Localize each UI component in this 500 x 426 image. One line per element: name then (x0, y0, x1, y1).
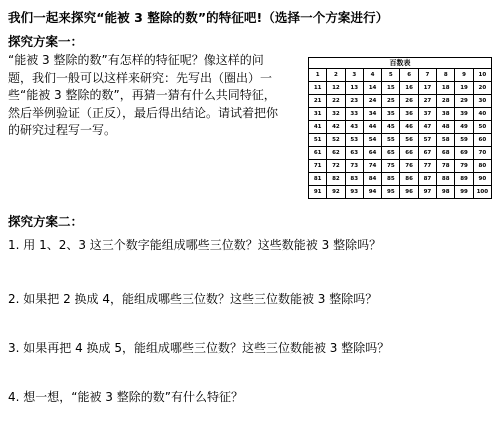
hundred-chart-cell: 68 (437, 147, 455, 160)
hundred-chart-cell: 97 (418, 186, 436, 199)
hundred-chart-cell: 82 (327, 173, 345, 186)
hundred-chart-cell: 1 (309, 69, 327, 82)
hundred-chart-cell: 46 (400, 121, 418, 134)
hundred-chart-cell: 49 (455, 121, 473, 134)
hundred-chart-cell: 73 (345, 160, 363, 173)
hundred-chart-cell: 13 (345, 82, 363, 95)
hundred-chart-cell: 94 (363, 186, 381, 199)
hundred-chart-cell: 34 (363, 108, 381, 121)
hundred-chart-cell: 57 (418, 134, 436, 147)
hundred-chart-row (309, 121, 492, 134)
hundred-chart-cell: 16 (400, 82, 418, 95)
plan2-heading: 探究方案二： (8, 214, 84, 229)
hundred-chart-cell: 19 (455, 82, 473, 95)
hundred-chart-cell: 69 (455, 147, 473, 160)
hundred-chart-cell: 24 (363, 95, 381, 108)
hundred-chart-row (309, 147, 492, 160)
hundred-chart-cell: 27 (418, 95, 436, 108)
hundred-chart-cell: 86 (400, 173, 418, 186)
hundred-chart-cell: 83 (345, 173, 363, 186)
hundred-chart-cell: 29 (455, 95, 473, 108)
hundred-chart-cell: 58 (437, 134, 455, 147)
hundred-chart-cell: 80 (473, 160, 491, 173)
hundred-chart-cell: 15 (382, 82, 400, 95)
question-3: 3. 如果再把 4 换成 5，能组成哪些三位数？这些三位数能被 3 整除吗？ (8, 341, 390, 355)
hundred-chart-cell: 81 (309, 173, 327, 186)
hundred-chart-row (309, 69, 492, 82)
hundred-chart-cell: 42 (327, 121, 345, 134)
hundred-chart-cell: 35 (382, 108, 400, 121)
hundred-chart-row (309, 82, 492, 95)
worksheet-title: 我们一起来探究“能被 3 整除的数”的特征吧!（选择一个方案进行） (8, 10, 389, 25)
hundred-chart-cell: 95 (382, 186, 400, 199)
hundred-chart-cell: 14 (363, 82, 381, 95)
hundred-chart-cell: 39 (455, 108, 473, 121)
plan1-heading: 探究方案一： (8, 34, 84, 49)
question-2: 2. 如果把 2 换成 4，能组成哪些三位数？这些三位数能被 3 整除吗？ (8, 292, 378, 306)
hundred-chart-cell: 74 (363, 160, 381, 173)
hundred-chart-row (309, 134, 492, 147)
hundred-chart-cell: 11 (309, 82, 327, 95)
hundred-chart-cell: 76 (400, 160, 418, 173)
hundred-chart-cell: 22 (327, 95, 345, 108)
hundred-chart-cell: 93 (345, 186, 363, 199)
hundred-chart-cell: 51 (309, 134, 327, 147)
hundred-chart-cell: 61 (309, 147, 327, 160)
hundred-chart-cell: 41 (309, 121, 327, 134)
hundred-chart-cell: 38 (437, 108, 455, 121)
hundred-chart-cell: 12 (327, 82, 345, 95)
hundred-chart-cell: 96 (400, 186, 418, 199)
hundred-chart-cell: 52 (327, 134, 345, 147)
hundred-chart-cell: 5 (382, 69, 400, 82)
hundred-chart-cell: 26 (400, 95, 418, 108)
hundred-chart-cell: 47 (418, 121, 436, 134)
hundred-chart-cell: 48 (437, 121, 455, 134)
plan1-line: “能被 3 整除的数”有怎样的特征呢？像这样的问 (8, 53, 264, 67)
hundred-chart-cell: 25 (382, 95, 400, 108)
hundred-chart-cell: 70 (473, 147, 491, 160)
hundred-chart-cell: 85 (382, 173, 400, 186)
hundred-chart-cell: 99 (455, 186, 473, 199)
hundred-chart-cell: 6 (400, 69, 418, 82)
hundred-chart-cell: 8 (437, 69, 455, 82)
hundred-chart-cell: 43 (345, 121, 363, 134)
hundred-chart-cell: 75 (382, 160, 400, 173)
hundred-chart-cell: 59 (455, 134, 473, 147)
hundred-chart-cell: 30 (473, 95, 491, 108)
hundred-chart-title: 百数表 (308, 57, 492, 68)
hundred-chart-cell: 2 (327, 69, 345, 82)
hundred-chart-cell: 23 (345, 95, 363, 108)
hundred-chart-cell: 53 (345, 134, 363, 147)
hundred-chart-row (309, 173, 492, 186)
hundred-chart-cell: 10 (473, 69, 491, 82)
hundred-chart-cell: 84 (363, 173, 381, 186)
plan1-line: 些“能被 3 整除的数”，再猜一猜有什么共同特征， (8, 88, 276, 102)
hundred-chart-cell: 89 (455, 173, 473, 186)
hundred-chart-cell: 18 (437, 82, 455, 95)
hundred-chart-cell: 28 (437, 95, 455, 108)
hundred-chart-row (309, 160, 492, 173)
hundred-chart-cell: 45 (382, 121, 400, 134)
hundred-chart-cell: 87 (418, 173, 436, 186)
hundred-chart-cell: 91 (309, 186, 327, 199)
hundred-chart-cell: 33 (345, 108, 363, 121)
hundred-chart-cell: 63 (345, 147, 363, 160)
hundred-chart-cell: 71 (309, 160, 327, 173)
hundred-chart-cell: 7 (418, 69, 436, 82)
plan1-line: 然后举例验证（正反），最后得出结论。请试着把你 (8, 105, 279, 120)
hundred-chart-table (308, 68, 492, 199)
hundred-chart-cell: 62 (327, 147, 345, 160)
hundred-chart-cell: 90 (473, 173, 491, 186)
hundred-chart-cell: 3 (345, 69, 363, 82)
hundred-chart-cell: 54 (363, 134, 381, 147)
question-1: 1. 用 1、2、3 这三个数字能组成哪些三位数？这些数能被 3 整除吗？ (8, 238, 382, 252)
hundred-chart-cell: 79 (455, 160, 473, 173)
hundred-chart-cell: 64 (363, 147, 381, 160)
hundred-chart-cell: 65 (382, 147, 400, 160)
hundred-chart-cell: 92 (327, 186, 345, 199)
hundred-chart-row (309, 108, 492, 121)
plan1-line: 的研究过程写一写。 (8, 123, 117, 137)
hundred-chart-cell: 9 (455, 69, 473, 82)
hundred-chart-cell: 32 (327, 108, 345, 121)
hundred-chart-cell: 78 (437, 160, 455, 173)
question-4: 4. 想一想，“能被 3 整除的数”有什么特征？ (8, 390, 243, 404)
hundred-chart-cell: 100 (473, 186, 491, 199)
hundred-chart-cell: 88 (437, 173, 455, 186)
hundred-chart-cell: 21 (309, 95, 327, 108)
hundred-chart-cell: 72 (327, 160, 345, 173)
hundred-chart-cell: 20 (473, 82, 491, 95)
hundred-chart (308, 57, 492, 199)
hundred-chart-cell: 60 (473, 134, 491, 147)
plan1-line: 题，我们一般可以这样来研究：先写出（圈出）一 (8, 70, 273, 85)
hundred-chart-cell: 98 (437, 186, 455, 199)
hundred-chart-cell: 50 (473, 121, 491, 134)
plan1-paragraph (8, 52, 306, 140)
hundred-chart-cell: 67 (418, 147, 436, 160)
hundred-chart-cell: 56 (400, 134, 418, 147)
hundred-chart-cell: 66 (400, 147, 418, 160)
hundred-chart-row (309, 186, 492, 199)
hundred-chart-cell: 31 (309, 108, 327, 121)
hundred-chart-cell: 36 (400, 108, 418, 121)
hundred-chart-cell: 37 (418, 108, 436, 121)
hundred-chart-cell: 77 (418, 160, 436, 173)
hundred-chart-cell: 44 (363, 121, 381, 134)
hundred-chart-row (309, 95, 492, 108)
hundred-chart-cell: 40 (473, 108, 491, 121)
hundred-chart-cell: 55 (382, 134, 400, 147)
hundred-chart-cell: 4 (363, 69, 381, 82)
hundred-chart-cell: 17 (418, 82, 436, 95)
